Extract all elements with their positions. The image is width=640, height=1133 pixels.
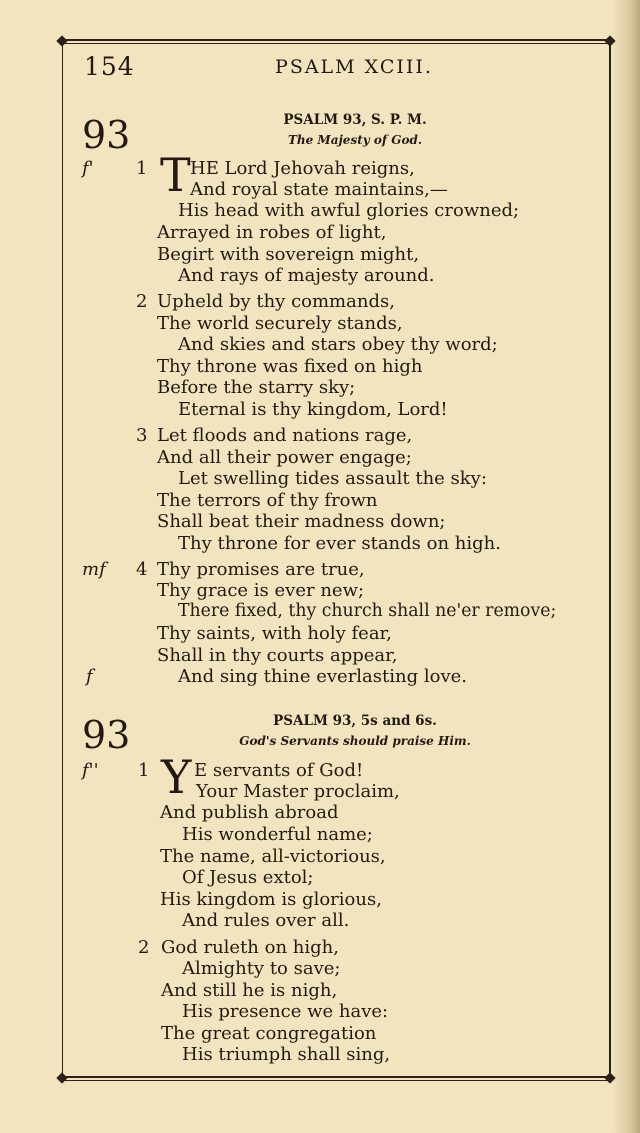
psalm-title: PSALM 93, 5s and 6s. — [273, 713, 437, 729]
hymn-line: There fixed, thy church shall ne'er remove; — [178, 601, 557, 621]
verse-number: 4 — [136, 559, 148, 580]
page-number: 154 — [84, 52, 135, 81]
header-title: PSALM XCIII. — [275, 56, 433, 78]
hymn-line: Let floods and nations rage, — [157, 425, 413, 446]
dynamic-marking: f — [86, 666, 93, 687]
border-right — [609, 41, 611, 1078]
hymn-line: And rays of majesty around. — [178, 265, 435, 286]
hymn-line: His triumph shall sing, — [182, 1044, 391, 1065]
hymn-line: And rules over all. — [182, 910, 350, 931]
drop-cap: T — [160, 148, 191, 202]
running-head — [84, 52, 604, 86]
psalm-number: 93 — [82, 713, 131, 757]
verse-number: 2 — [136, 291, 148, 312]
hymn-line: His head with awful glories crowned; — [178, 200, 520, 221]
dynamic-marking: mf — [82, 559, 106, 580]
hymn-line: HE Lord Jehovah reigns, — [190, 158, 415, 179]
border-top — [62, 39, 610, 41]
border-top-inner — [62, 43, 610, 44]
hymn-line: The terrors of thy frown — [157, 490, 378, 511]
border-bottom-inner — [62, 1080, 610, 1081]
hymn-line: Almighty to save; — [182, 958, 341, 979]
hymn-line: Before the starry sky; — [157, 377, 356, 398]
hymn-line: The world securely stands, — [157, 313, 403, 334]
hymn-line: The name, all-victorious, — [160, 846, 386, 867]
psalm-number: 93 — [82, 113, 131, 157]
hymn-line: And still he is nigh, — [161, 980, 338, 1001]
hymn-line: The great congregation — [161, 1023, 377, 1044]
hymn-line: E servants of God! — [194, 760, 364, 781]
psalm-subtitle: The Majesty of God. — [287, 133, 423, 147]
psalm-subtitle: God's Servants should praise Him. — [239, 734, 471, 748]
page-edge-shadow — [612, 0, 640, 1133]
hymn-line: Shall beat their madness down; — [157, 511, 446, 532]
hymn-line: God ruleth on high, — [161, 937, 339, 958]
hymn-line: Let swelling tides assault the sky: — [178, 468, 487, 489]
hymn-line: His wonderful name; — [182, 824, 373, 845]
border-left — [62, 41, 63, 1078]
hymn-line: And sing thine everlasting love. — [178, 666, 467, 687]
hymn-line: His kingdom is glorious, — [160, 889, 382, 910]
hymn-line: Thy throne for ever stands on high. — [178, 533, 501, 554]
hymn-line: Thy saints, with holy fear, — [157, 623, 392, 644]
drop-cap: Y — [161, 750, 192, 804]
hymn-line: Upheld by thy commands, — [157, 291, 395, 312]
hymn-line: His presence we have: — [182, 1001, 389, 1022]
ornament-top-left — [56, 35, 67, 46]
hymn-line: Your Master proclaim, — [196, 781, 400, 802]
hymn-line: And royal state maintains,— — [190, 179, 448, 200]
ornament-bottom-left — [56, 1072, 67, 1083]
psalm-title: PSALM 93, S. P. M. — [283, 112, 427, 128]
verse-number: 2 — [138, 937, 150, 958]
hymn-line: Thy promises are true, — [157, 559, 365, 580]
hymn-line: Begirt with sovereign might, — [157, 244, 420, 265]
hymn-line: And publish abroad — [160, 802, 339, 823]
hymn-line: And all their power engage; — [157, 447, 412, 468]
verse-number: 1 — [138, 760, 150, 781]
verse-number: 3 — [136, 425, 148, 446]
hymn-line: Of Jesus extol; — [182, 867, 314, 888]
hymn-line: Thy throne was fixed on high — [157, 356, 423, 377]
hymn-line: Shall in thy courts appear, — [157, 645, 398, 666]
verse-number: 1 — [136, 158, 148, 179]
hymn-line: Arrayed in robes of light, — [157, 222, 387, 243]
hymn-line: Thy grace is ever new; — [157, 580, 365, 601]
dynamic-marking: f' — [82, 158, 94, 179]
dynamic-marking: f'' — [82, 760, 99, 781]
hymn-line: Eternal is thy kingdom, Lord! — [178, 399, 448, 420]
hymn-line: And skies and stars obey thy word; — [178, 334, 498, 355]
border-bottom — [62, 1076, 610, 1078]
